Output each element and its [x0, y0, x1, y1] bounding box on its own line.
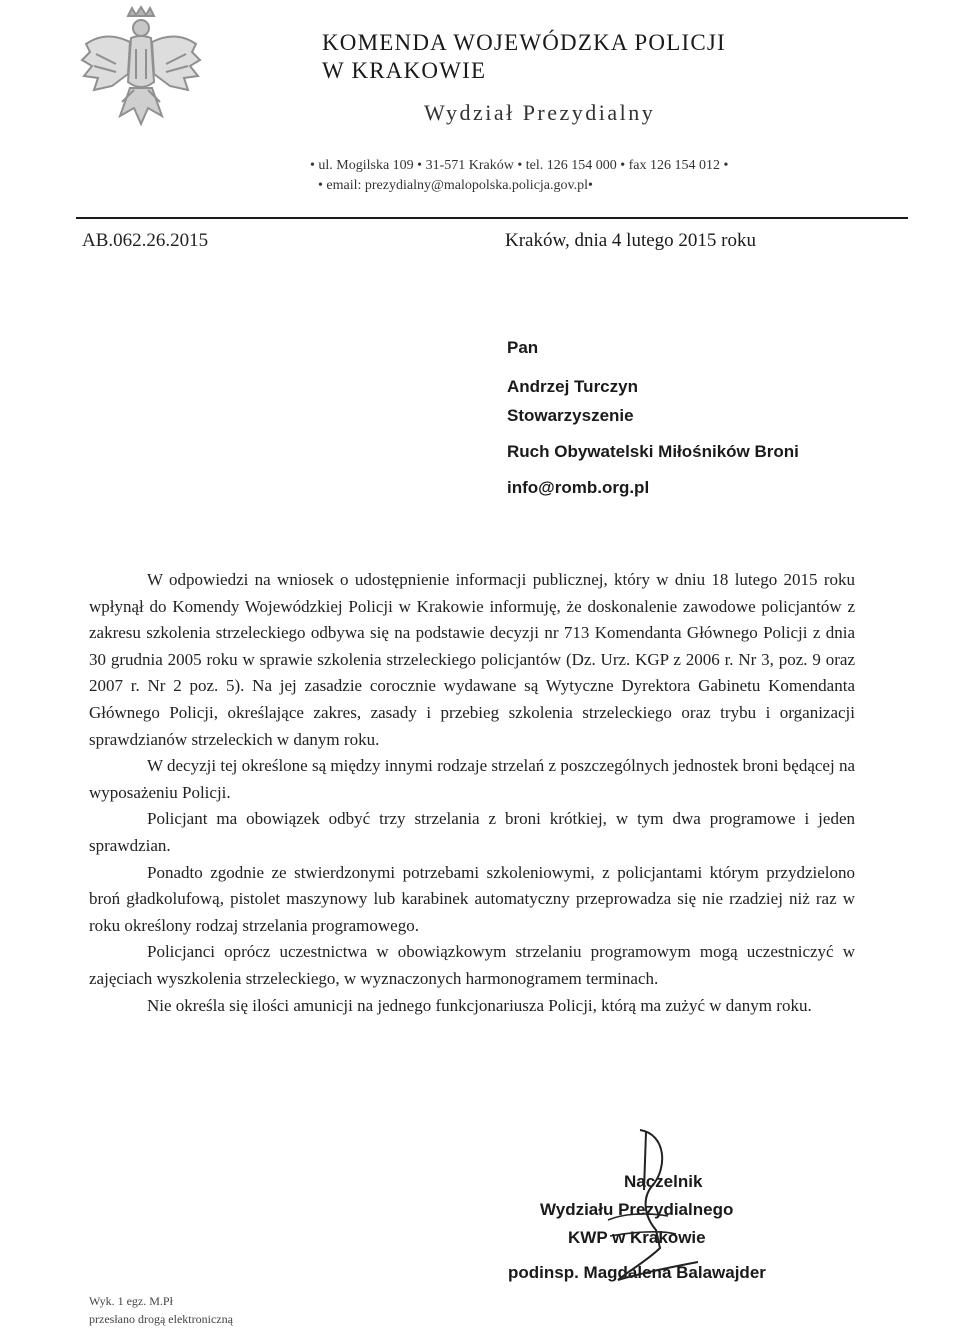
place-and-date: Kraków, dnia 4 lutego 2015 roku: [505, 230, 756, 251]
addressee-organization-type: Stowarzyszenie: [507, 406, 634, 425]
contact-email-line: • email: prezydialny@malopolska.policja.gov.pl•: [318, 178, 593, 193]
handwritten-signature-icon: [548, 1120, 788, 1295]
contact-address-line: • ul. Mogilska 109 • 31-571 Kraków • tel. 126 154 000 • fax 126 154 012 •: [310, 158, 729, 173]
signature-department: Wydziału Prezydialnego: [540, 1200, 734, 1219]
polish-eagle-emblem-icon: [76, 4, 206, 154]
copies-note: Wyk. 1 egz. M.Pł: [89, 1294, 173, 1308]
body-paragraph: Policjanci oprócz uczestnictwa w obowiązkowym strzelaniu programowym mogą uczestniczyć w zajęciach wyszkolenia strzeleckiego, w wyznaczonych harmonogramem terminach.: [89, 942, 855, 988]
addressee-organization: Ruch Obywatelski Miłośników Broni: [507, 442, 799, 461]
document-reference: AB.062.26.2015: [82, 230, 209, 251]
signature-title: Naczelnik: [624, 1172, 703, 1191]
signature-unit: KWP w Krakowie: [568, 1228, 706, 1247]
addressee-name: Andrzej Turczyn: [507, 377, 638, 396]
department-name: Wydział Prezydialny: [424, 100, 656, 125]
org-name-line-1: KOMENDA WOJEWÓDZKA POLICJI: [322, 30, 726, 55]
org-name-line-2: W KRAKOWIE: [322, 58, 487, 83]
body-paragraph: Nie określa się ilości amunicji na jednego funkcjonariusza Policji, którą ma zużyć w danym roku.: [147, 995, 812, 1015]
letterhead-divider: [76, 217, 908, 219]
body-paragraph: W odpowiedzi na wniosek o udostępnienie informacji publicznej, który w dniu 18 lutego 2015 roku wpłynął do Komendy Wojewódzkiej Policji w Krakowie informuję, że doskonalenie zawodowe policjantów z zakresu szkolenia strzeleckiego odbywa się na podstawie decyzji nr 713 Komendanta Głównego Policji z dnia 30 grudnia 2005 roku w sprawie szkolenia strzeleckiego policjantów (Dz. Urz. KGP z 2006 r. Nr 3, poz. 9 oraz 2007 r. Nr 2 poz. 5). Na jej zasadzie corocznie wydawane są Wytyczne Dyrektora Gabinetu Komendanta Głównego Policji, określające zakres, zasady i przebieg szkolenia strzeleckiego oraz trybu i organizacji sprawdzianów strzeleckich w danym roku.: [89, 570, 855, 749]
body-paragraph: Policjant ma obowiązek odbyć trzy strzelania z broni krótkiej, w tym dwa programowe i jeden sprawdzian.: [89, 809, 855, 855]
delivery-note: przesłano drogą elektroniczną: [89, 1312, 233, 1326]
addressee-salutation: Pan: [507, 338, 539, 357]
letter-body: [89, 567, 855, 1019]
signature-name: podinsp. Magdalena Balawajder: [508, 1263, 766, 1282]
addressee-email: info@romb.org.pl: [507, 478, 650, 497]
body-paragraph: Ponadto zgodnie ze stwierdzonymi potrzebami szkoleniowymi, z policjantami którym przydzielono broń gładkolufową, pistolet maszynowy lub karabinek automatyczny przeprowadza się nie rzadziej niż raz w roku określony rodzaj strzelania programowego.: [89, 862, 855, 935]
body-paragraph: W decyzji tej określone są między innymi rodzaje strzelań z poszczególnych jednostek broni będącej na wyposażeniu Policji.: [89, 756, 855, 802]
